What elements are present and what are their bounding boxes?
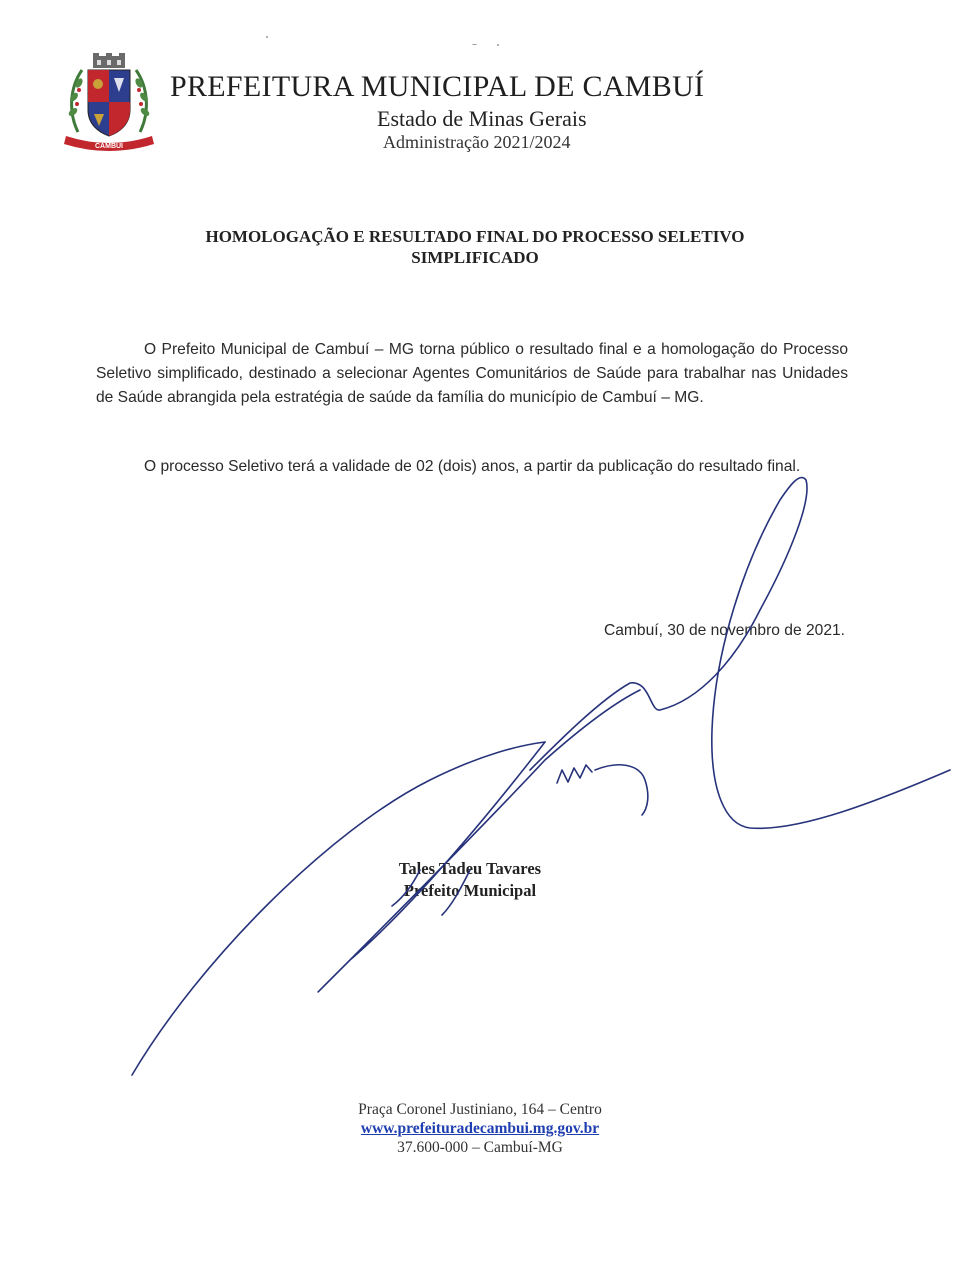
document-date: Cambuí, 30 de novembro de 2021. [604, 622, 845, 639]
scan-speck [266, 36, 268, 38]
signer-block [300, 858, 640, 902]
footer-postal: 37.600-000 – Cambuí-MG [397, 1139, 563, 1156]
footer-website-link[interactable]: www.prefeituradecambui.mg.gov.br [360, 1120, 600, 1137]
municipal-crest-logo [60, 52, 158, 152]
document-title-line1: HOMOLOGAÇÃO E RESULTADO FINAL DO PROCESSO SELETIVO [205, 227, 745, 246]
body-paragraph-1: O Prefeito Municipal de Cambuí – MG torna público o resultado final e a homologação do Processo Seletivo simplificado, destinado a selecionar Agentes Comunitários de Saúde para trabalhar nas Unidades de Saúde abrangida pela estratégia de saúde da família do município de Cambuí – MG. [96, 341, 848, 406]
body-paragraph-2: O processo Seletivo terá a validade de 02 (dois) anos, a partir da publicação do resultado final. [144, 458, 801, 475]
footer-address: Praça Coronel Justiniano, 164 – Centro [358, 1101, 602, 1118]
letterhead-footer [260, 1100, 700, 1157]
letterhead [170, 70, 810, 152]
letterhead-state: Estado de Minas Gerais [377, 106, 587, 131]
scan-speck [472, 44, 477, 45]
signer-name: Tales Tadeu Tavares [398, 859, 542, 878]
letterhead-title: PREFEITURA MUNICIPAL DE CAMBUÍ [170, 70, 705, 103]
crest-ribbon-text: CAMBUÍ [95, 143, 123, 150]
scan-speck [497, 44, 499, 46]
letterhead-administration: Administração 2021/2024 [383, 132, 571, 152]
document-title-line2: SIMPLIFICADO [411, 248, 539, 267]
document-title [140, 226, 810, 268]
signer-role: Prefeito Municipal [403, 881, 537, 900]
